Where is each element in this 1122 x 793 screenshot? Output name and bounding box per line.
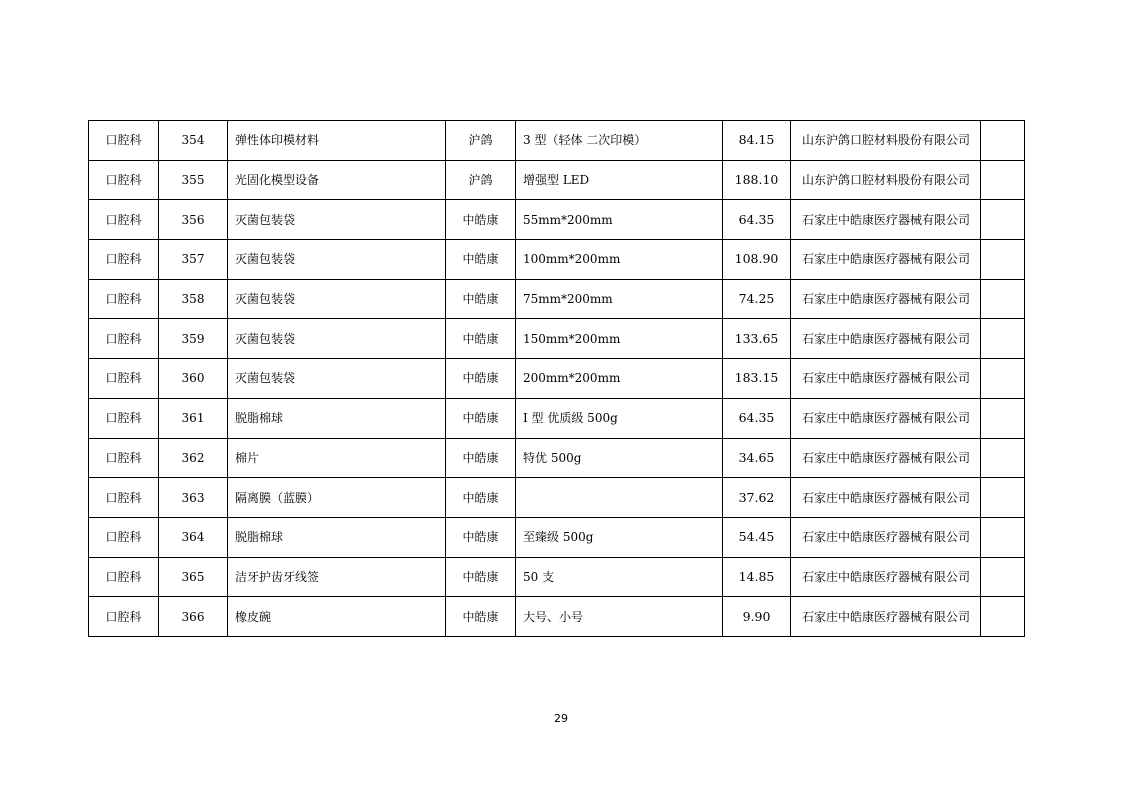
product-name-cell: 弹性体印模材料	[228, 121, 446, 161]
brand-cell: 中皓康	[446, 438, 516, 478]
specification-cell: 150mm*200mm	[516, 319, 723, 359]
price-cell: 74.25	[723, 279, 791, 319]
remarks-cell	[981, 398, 1025, 438]
department-cell: 口腔科	[89, 359, 159, 399]
brand-cell: 中皓康	[446, 398, 516, 438]
price-cell: 84.15	[723, 121, 791, 161]
department-cell: 口腔科	[89, 438, 159, 478]
department-cell: 口腔科	[89, 319, 159, 359]
manufacturer-cell: 石家庄中皓康医疗器械有限公司	[791, 279, 981, 319]
remarks-cell	[981, 517, 1025, 557]
price-cell: 133.65	[723, 319, 791, 359]
specification-cell	[516, 478, 723, 518]
department-cell: 口腔科	[89, 160, 159, 200]
table-row	[89, 438, 1025, 478]
brand-cell: 中皓康	[446, 359, 516, 399]
item-number-cell: 359	[159, 319, 228, 359]
price-cell: 34.65	[723, 438, 791, 478]
table-row	[89, 478, 1025, 518]
department-cell: 口腔科	[89, 121, 159, 161]
department-cell: 口腔科	[89, 517, 159, 557]
brand-cell: 中皓康	[446, 319, 516, 359]
specification-cell: 200mm*200mm	[516, 359, 723, 399]
brand-cell: 中皓康	[446, 557, 516, 597]
department-cell: 口腔科	[89, 240, 159, 280]
specification-cell: 75mm*200mm	[516, 279, 723, 319]
manufacturer-cell: 石家庄中皓康医疗器械有限公司	[791, 517, 981, 557]
remarks-cell	[981, 359, 1025, 399]
price-cell: 64.35	[723, 398, 791, 438]
department-cell: 口腔科	[89, 597, 159, 637]
table-row	[89, 240, 1025, 280]
department-cell: 口腔科	[89, 478, 159, 518]
item-number-cell: 354	[159, 121, 228, 161]
specification-cell: 特优 500g	[516, 438, 723, 478]
remarks-cell	[981, 240, 1025, 280]
manufacturer-cell: 石家庄中皓康医疗器械有限公司	[791, 478, 981, 518]
remarks-cell	[981, 160, 1025, 200]
table-row	[89, 597, 1025, 637]
item-number-cell: 363	[159, 478, 228, 518]
table-row	[89, 319, 1025, 359]
specification-cell: 至臻级 500g	[516, 517, 723, 557]
item-number-cell: 362	[159, 438, 228, 478]
brand-cell: 沪鸽	[446, 121, 516, 161]
product-name-cell: 光固化模型设备	[228, 160, 446, 200]
specification-cell: 3 型（轻体 二次印模）	[516, 121, 723, 161]
product-name-cell: 灭菌包装袋	[228, 359, 446, 399]
price-cell: 183.15	[723, 359, 791, 399]
product-name-cell: 棉片	[228, 438, 446, 478]
item-number-cell: 355	[159, 160, 228, 200]
price-cell: 14.85	[723, 557, 791, 597]
specification-cell: 增强型 LED	[516, 160, 723, 200]
manufacturer-cell: 山东沪鸽口腔材料股份有限公司	[791, 121, 981, 161]
table-row	[89, 398, 1025, 438]
manufacturer-cell: 石家庄中皓康医疗器械有限公司	[791, 200, 981, 240]
price-cell: 108.90	[723, 240, 791, 280]
product-name-cell: 脱脂棉球	[228, 398, 446, 438]
remarks-cell	[981, 319, 1025, 359]
remarks-cell	[981, 478, 1025, 518]
manufacturer-cell: 石家庄中皓康医疗器械有限公司	[791, 359, 981, 399]
product-name-cell: 灭菌包装袋	[228, 200, 446, 240]
item-number-cell: 366	[159, 597, 228, 637]
specification-cell: 大号、小号	[516, 597, 723, 637]
brand-cell: 中皓康	[446, 517, 516, 557]
brand-cell: 中皓康	[446, 478, 516, 518]
manufacturer-cell: 石家庄中皓康医疗器械有限公司	[791, 597, 981, 637]
table-body	[89, 121, 1025, 637]
department-cell: 口腔科	[89, 200, 159, 240]
price-cell: 54.45	[723, 517, 791, 557]
specification-cell: 55mm*200mm	[516, 200, 723, 240]
item-number-cell: 357	[159, 240, 228, 280]
product-name-cell: 脱脂棉球	[228, 517, 446, 557]
brand-cell: 中皓康	[446, 200, 516, 240]
product-name-cell: 灭菌包装袋	[228, 319, 446, 359]
brand-cell: 中皓康	[446, 597, 516, 637]
table-row	[89, 200, 1025, 240]
product-name-cell: 橡皮碗	[228, 597, 446, 637]
remarks-cell	[981, 597, 1025, 637]
product-name-cell: 隔离膜（蓝膜）	[228, 478, 446, 518]
item-number-cell: 360	[159, 359, 228, 399]
page-number: 29	[554, 712, 568, 725]
manufacturer-cell: 石家庄中皓康医疗器械有限公司	[791, 557, 981, 597]
product-name-cell: 洁牙护齿牙线签	[228, 557, 446, 597]
department-cell: 口腔科	[89, 557, 159, 597]
table-row	[89, 517, 1025, 557]
remarks-cell	[981, 279, 1025, 319]
item-number-cell: 364	[159, 517, 228, 557]
table-row	[89, 279, 1025, 319]
manufacturer-cell: 山东沪鸽口腔材料股份有限公司	[791, 160, 981, 200]
manufacturer-cell: 石家庄中皓康医疗器械有限公司	[791, 438, 981, 478]
item-number-cell: 356	[159, 200, 228, 240]
specification-cell: I 型 优质级 500g	[516, 398, 723, 438]
item-number-cell: 361	[159, 398, 228, 438]
specification-cell: 50 支	[516, 557, 723, 597]
price-table	[88, 120, 1025, 637]
price-cell: 9.90	[723, 597, 791, 637]
product-name-cell: 灭菌包装袋	[228, 240, 446, 280]
remarks-cell	[981, 200, 1025, 240]
brand-cell: 沪鸽	[446, 160, 516, 200]
table-row	[89, 359, 1025, 399]
department-cell: 口腔科	[89, 279, 159, 319]
table-row	[89, 557, 1025, 597]
brand-cell: 中皓康	[446, 240, 516, 280]
manufacturer-cell: 石家庄中皓康医疗器械有限公司	[791, 398, 981, 438]
table-row	[89, 160, 1025, 200]
specification-cell: 100mm*200mm	[516, 240, 723, 280]
department-cell: 口腔科	[89, 398, 159, 438]
remarks-cell	[981, 557, 1025, 597]
brand-cell: 中皓康	[446, 279, 516, 319]
price-cell: 188.10	[723, 160, 791, 200]
item-number-cell: 358	[159, 279, 228, 319]
manufacturer-cell: 石家庄中皓康医疗器械有限公司	[791, 240, 981, 280]
price-cell: 64.35	[723, 200, 791, 240]
manufacturer-cell: 石家庄中皓康医疗器械有限公司	[791, 319, 981, 359]
table-row	[89, 121, 1025, 161]
price-cell: 37.62	[723, 478, 791, 518]
product-name-cell: 灭菌包装袋	[228, 279, 446, 319]
item-number-cell: 365	[159, 557, 228, 597]
remarks-cell	[981, 121, 1025, 161]
remarks-cell	[981, 438, 1025, 478]
